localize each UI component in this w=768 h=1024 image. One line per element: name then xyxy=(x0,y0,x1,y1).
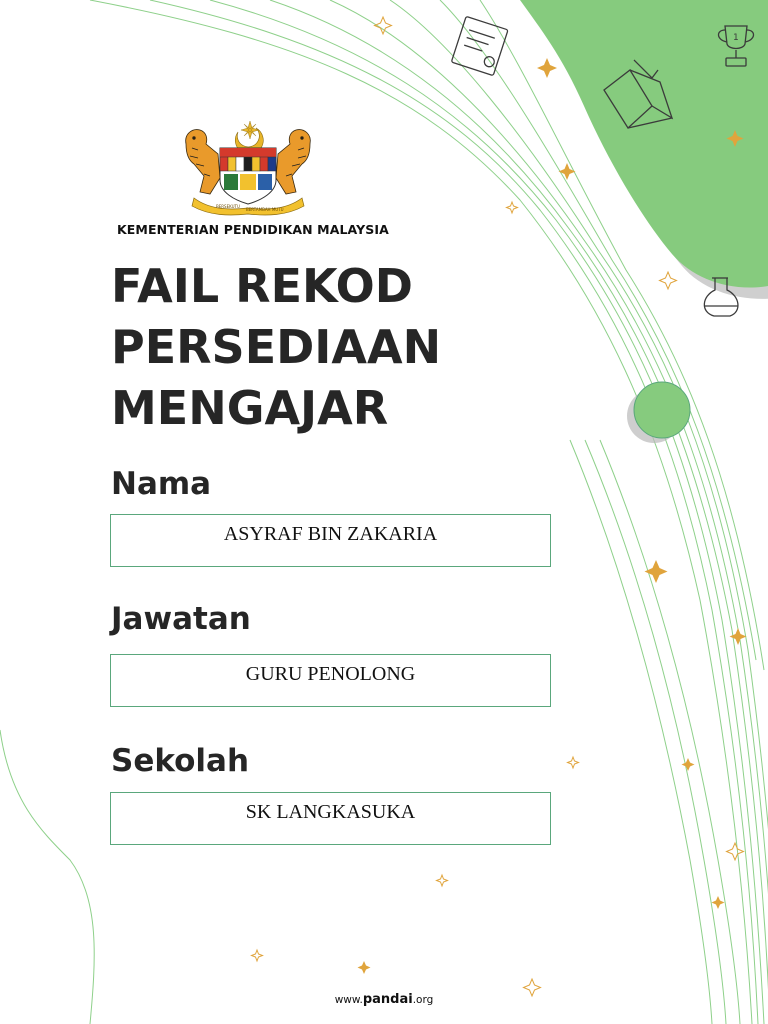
tiger-right xyxy=(276,130,310,194)
title-line-1: FAIL REKOD xyxy=(111,259,413,313)
certificate-icon xyxy=(451,16,508,75)
svg-text:BERTAMBAH MUTU: BERTAMBAH MUTU xyxy=(246,207,284,212)
nama-field xyxy=(110,514,551,567)
footer-url-suffix: .org xyxy=(412,994,434,1006)
jawatan-value: GURU PENOLONG xyxy=(245,663,416,685)
svg-text:BERSEKUTU: BERSEKUTU xyxy=(216,204,240,209)
title-line-3: MENGAJAR xyxy=(111,381,389,435)
footer-url-prefix: www. xyxy=(334,994,363,1006)
green-blob xyxy=(520,0,768,288)
title-line-2: PERSEDIAAN xyxy=(111,320,442,374)
sekolah-value: SK LANGKASUKA xyxy=(245,801,416,823)
green-circle xyxy=(634,382,690,438)
page-title xyxy=(111,256,531,439)
malaysia-coat-of-arms-icon xyxy=(180,118,316,218)
footer-url-brand: pandai xyxy=(362,992,413,1007)
jawatan-label: Jawatan xyxy=(111,601,251,637)
jawatan-field xyxy=(110,654,551,707)
nama-value: ASYRAF BIN ZAKARIA xyxy=(223,523,438,545)
ministry-name: KEMENTERIAN PENDIDIKAN MALAYSIA xyxy=(117,222,389,237)
sekolah-label: Sekolah xyxy=(111,743,250,779)
tiger-left xyxy=(186,130,220,194)
footer-url xyxy=(0,992,768,1007)
sekolah-field xyxy=(110,792,551,845)
svg-text:1: 1 xyxy=(733,33,739,43)
nama-label: Nama xyxy=(111,466,212,502)
